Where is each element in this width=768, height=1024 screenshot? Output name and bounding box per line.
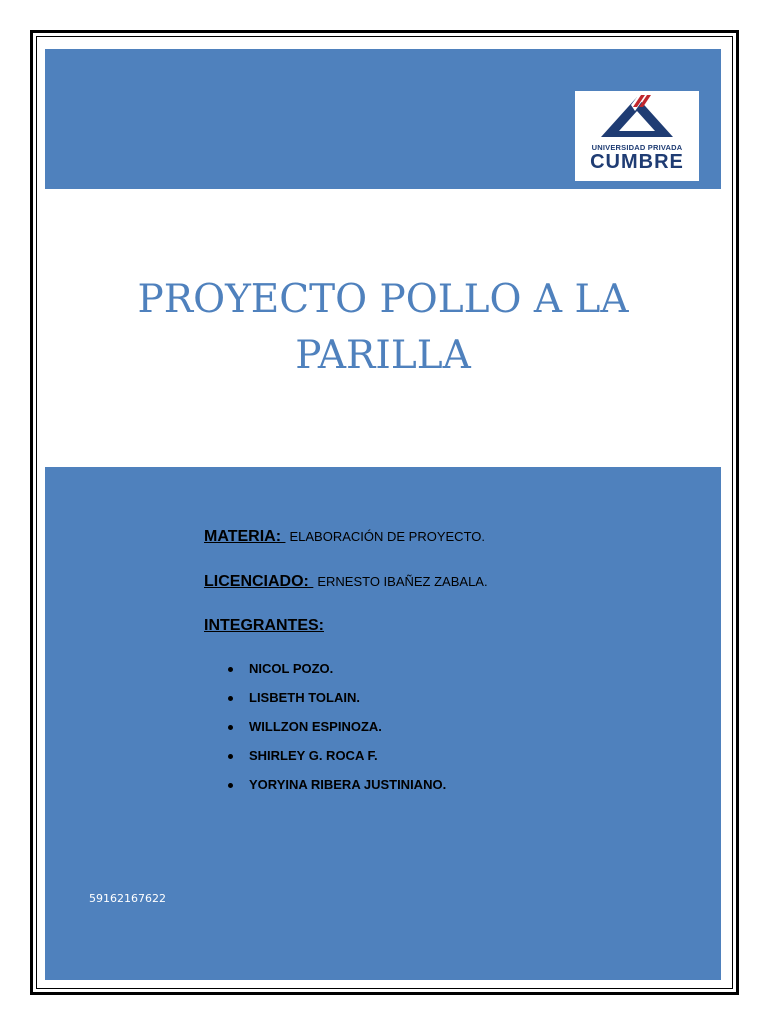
title-line-2: PARILLA bbox=[295, 333, 471, 378]
member-name: WILLZON ESPINOZA. bbox=[249, 719, 382, 734]
licenciado-label: LICENCIADO: bbox=[204, 573, 314, 590]
cumbre-triangle-logo-icon bbox=[575, 91, 699, 143]
list-item bbox=[228, 745, 446, 774]
materia-line bbox=[204, 528, 485, 546]
document-title bbox=[45, 272, 721, 384]
member-name: SHIRLEY G. ROCA F. bbox=[249, 748, 378, 763]
licenciado-value: ERNESTO IBAÑEZ ZABALA. bbox=[317, 574, 488, 589]
member-name: NICOL POZO. bbox=[249, 661, 334, 676]
list-item bbox=[228, 658, 446, 687]
university-logo bbox=[575, 91, 699, 181]
logo-wordmark: CUMBRE bbox=[590, 151, 684, 173]
integrantes-line bbox=[204, 617, 324, 635]
title-line-1: PROYECTO POLLO A LA bbox=[137, 277, 629, 322]
materia-value: ELABORACIÓN DE PROYECTO. bbox=[289, 529, 485, 544]
member-name: YORYINA RIBERA JUSTINIANO. bbox=[249, 777, 447, 792]
member-name: LISBETH TOLAIN. bbox=[249, 690, 360, 705]
integrantes-label: INTEGRANTES: bbox=[204, 617, 324, 634]
bullet-icon bbox=[228, 725, 233, 730]
materia-label: MATERIA: bbox=[204, 528, 286, 545]
licenciado-line bbox=[204, 573, 488, 591]
members-list bbox=[228, 658, 446, 803]
bullet-icon bbox=[228, 696, 233, 701]
list-item bbox=[228, 774, 446, 803]
logo-subtitle: UNIVERSIDAD PRIVADA bbox=[591, 143, 683, 152]
bullet-icon bbox=[228, 783, 233, 788]
bullet-icon bbox=[228, 667, 233, 672]
list-item bbox=[228, 687, 446, 716]
phone-number: 59162167622 bbox=[89, 892, 166, 905]
list-item bbox=[228, 716, 446, 745]
bullet-icon bbox=[228, 754, 233, 759]
